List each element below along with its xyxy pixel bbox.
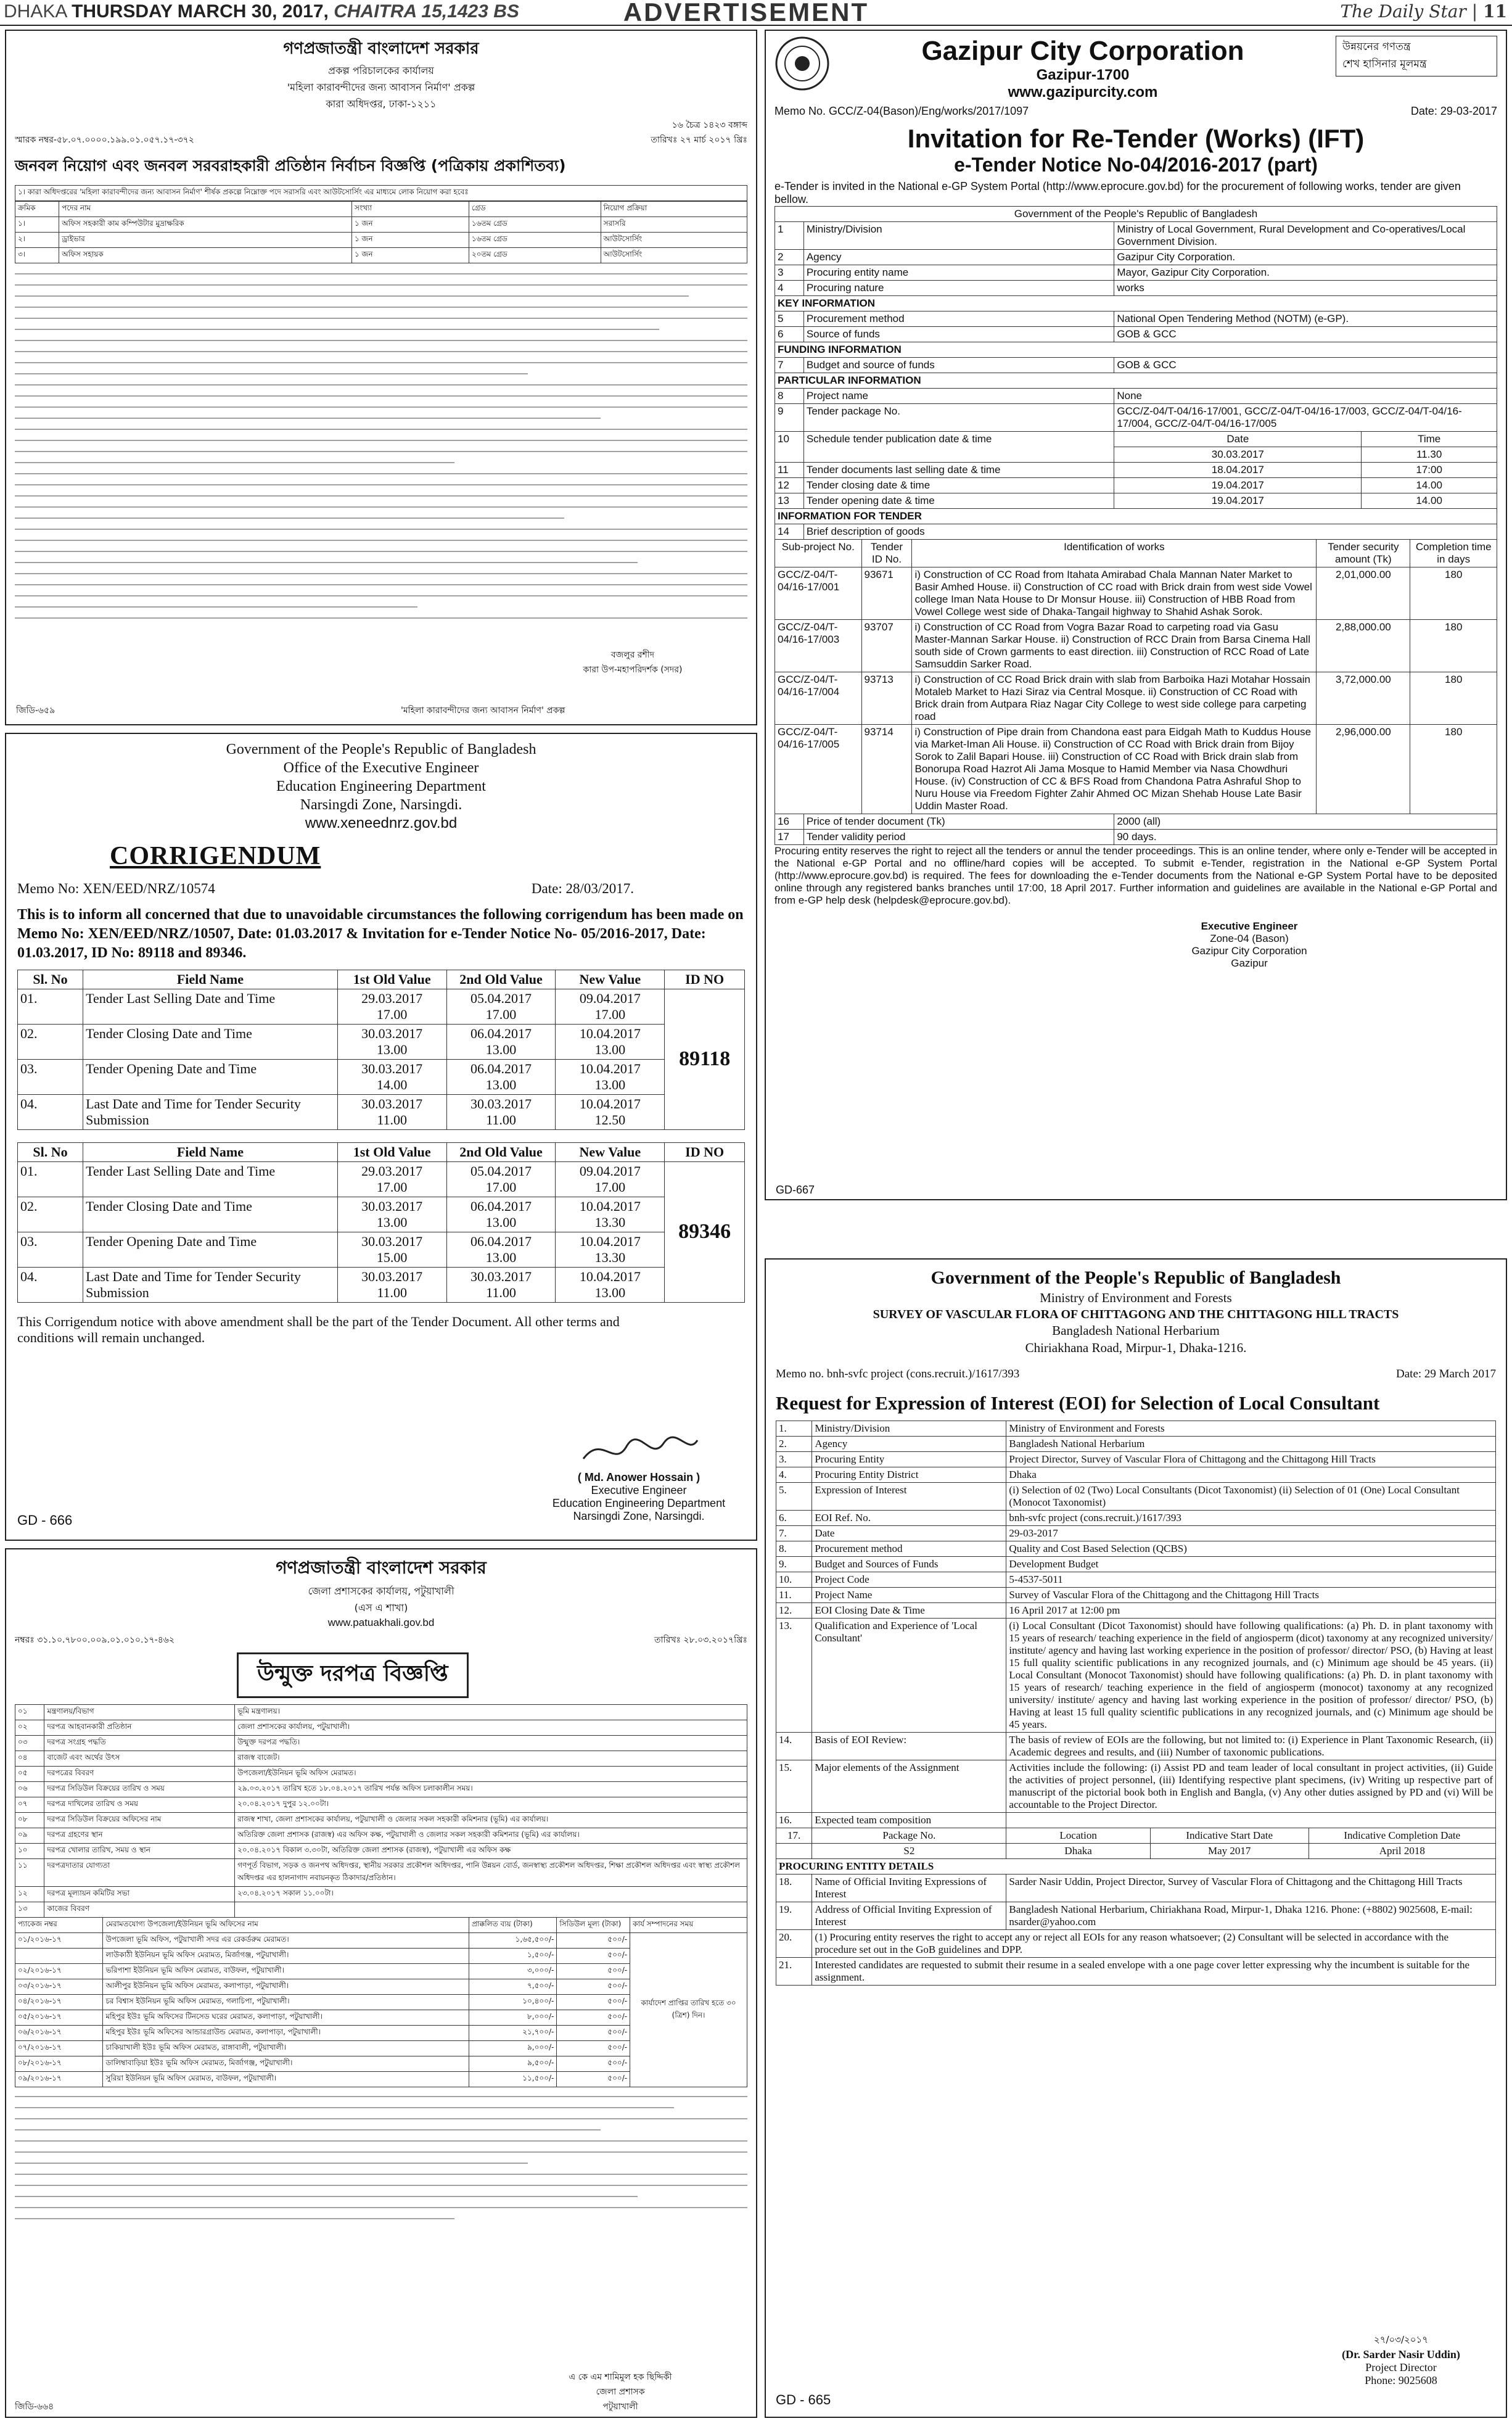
ad5-line4: Bangladesh National Herbarium — [1052, 1323, 1220, 1338]
ad4-footer: Procuring entity reserves the right to reject all the tenders or annul the tender proceedings. This is an online tender, where only e-Tender will be accepted in the National e-GP Portal and no offline/hard copies will be accepted. To submit e-Tender, registration in the National e-GP System Portal (http://www.eprocure.gov.bd) is required. The fees for downloading the e-Tender documents from the National e-GP System Portal have to be deposited online through any registered banks branches until 17:00, 18 April 2017. Further information and guidelines are available in the National e-GP Portal and from e-GP help desk (helpdesk@eprocure.gov.bd). — [774, 845, 1497, 906]
ad3-title: গণপ্রজাতন্ত্রী বাংলাদেশ সরকার — [276, 1557, 487, 1578]
ad2-table-89346: Sl. No Field Name 1st Old Value 2nd Old Value New Value ID NO 01. Tender Last Selling Date and Time 29.03.2017 17.00 05.04.2017 17.00 09.04.2017 17.00 89346 02. Tender Closing Date and Time 30.03.2017 13.00 06.04.2017 13.00 10.04.2017 13.30 03. Tender Opening Date and Time 30.03.2017 15.00 06.04.2017 13.00 10.04.2017 13.30 04. Last Date and Time for Tender Security Submission 30.03.2017 11.00 30.03.2017 11.00 10.04.2017 13.00 — [17, 1142, 745, 1303]
gazipur-seal-icon — [774, 36, 830, 91]
ad3-signature: এ কে এম শামিমুল হক ছিদ্দিকী জেলা প্রশাসক পটুয়াখালী — [569, 2372, 672, 2412]
ad4-org: Gazipur City Corporation — [921, 36, 1244, 66]
ad4-works-table: Sub-project No. Tender ID No. Identification of works Tender security amount (Tk) Completion time in days GCC/Z-04/T-04/16-17/001 93671 i) Construction of CC Road from Itahata Amirabad Chala Mannan Nater Market to Basir Amhed House. ii) Construction of CC road with Brick drain from west side Vowel college Iman Nata House to Dr Monsur House. iii) Construction of HBB Road from Vowel College west side of Dhaka-Tangail highway to Shahid Ashak Sorok. 2,01,000.00 180 GCC/Z-04/T-04/16-17/003 93707 i) Construction of CC Road from Vogra Bazar Road to carpeting road via Gasu Master-Mannan Sarkar House. ii) Construction of RCC Drain from Barsa Cinema Hall south side of Crown garments to east direction. iii) Construction of RCC Road of Late Samsuddin Sarker Road. 2,88,000.00 180 GCC/Z-04/T-04/16-17/004 93713 i) Construction of CC Road Brick drain with slab from Barboika Hazi Motahar Hossain Motaleb Market to Hazi Siraz via Central Mosque. ii) Construction of CC Road with Brick drain from Autpara Riaz Nagar City College to west side college para carpeting road 3,72,000.00 180 GCC/Z-04/T-04/16-17/005 93714 i) Construction of Pipe drain from Chandona east para Eidgah Math to Kuddus House via Market-Iman Ali House. ii) Construction of CC Road with Brick drain from Bijoy Sorok to Zalil Bapari House. iii) Construction of CC Road with Brick drain slab from Bonorupa Road Hazrot Ali Jama Mosque to Hamid Member via Nasa Chowdhuri House. (iv) Construction of CC & BFS Road from Chandona Patra Ashraful Shop to Nuru House via Freedom Fighter Zahir Ahmed OC Mizan Shehab House Late Basir Uddin Master Road. 2,96,000.00 180 — [774, 539, 1497, 814]
ad4-title: Invitation for Re-Tender (Works) (IFT) — [907, 124, 1365, 153]
signature-scribble-icon — [577, 1431, 701, 1468]
ad2-code: GD - 666 — [17, 1512, 73, 1528]
ad4-memo: Memo No. GCC/Z-04(Bason)/Eng/works/2017/1097 — [774, 105, 1029, 117]
ad2-line2: Office of the Executive Engineer — [283, 760, 479, 776]
ad2-body: This is to inform all concerned that due to unavoidable circumstances the following corrigendum has been made on Memo No: XEN/EED/NRZ/10507, Date: 01.03.2017 & Invitation for e-Tender Notice No- 05/2016-2017, Date: 01.03.2017, ID No: 89118 and 89346. — [17, 907, 744, 962]
header-paper: The Daily Star | 11 — [1340, 1, 1507, 22]
ad2-line4: Narsingdi Zone, Narsingdi. — [300, 797, 462, 813]
ad5-signature: ২৭/০৩/২০১৭ (Dr. Sarder Nasir Uddin) Project Director Phone: 9025608 — [1342, 2334, 1460, 2386]
ad4-info-table: Government of the People's Republic of Bangladesh 1 Ministry/Division Ministry of Local Government, Rural Development and Co-operatives/Local Government Division. 2 Agency Gazipur City Corporation. 3 Procuring entity name Mayor, Gazipur City Corporation. 4 Procuring nature works KEY INFORMATION 5 Procurement method National Open Tendering Method (NOTM) (e-GP). 6 Source of funds GOB & GCC FUNDING INFORMATION 7 Budget and source of funds GOB & GCC PARTICULAR INFORMATION 8 Project name None 9 Tender package No. GCC/Z-04/T-04/16-17/001, GCC/Z-04/T-04/16-17/003, GCC/Z-04/T-04/16-17/004, GCC/Z-04/T-04/16-17/005 10 Schedule tender publication date & time Date Time 30.03.2017 11.30 11 Tender documents last selling date & time 18.04.2017 17:00 12 Tender closing date & time 19.04.2017 14.00 13 Tender opening date & time 19.04.2017 14.00 INFORMATION FOR TENDER 14 Brief description of goods — [774, 206, 1497, 540]
header-dateline: DHAKA THURSDAY MARCH 30, 2017, CHAITRA 15,1423 BS — [4, 1, 519, 22]
ad3-sub2: (এস এ শাখা) — [354, 1602, 408, 1614]
ad2-id-89118: 89118 — [665, 989, 745, 1129]
ad1-sub3: কারা অধিদপ্তর, ঢাকা-১২১১ — [326, 98, 437, 110]
ad-eoi-consultant — [765, 1258, 1507, 2418]
ad3-info-table: ০১ মন্ত্রণালয়/বিভাগ ভূমি মন্ত্রণালয়। ০২ দরপত্র আহবানকারী প্রতিষ্ঠান জেলা প্রশাসকের কার্যালয়, পটুয়াখালী। ০৩ দরপত্র সংগ্রহ পদ্ধতি উন্মুক্ত দরপত্র পদ্ধতি। ০৪ বাজেট এবং অর্থের উৎস রাজস্ব বাজেট। ০৫ দরপত্রের বিবরণ উপজেলা/ইউনিয়ন ভূমি অফিস মেরামত। ০৬ দরপত্র সিডিউল বিক্রয়ের তারিখ ও সময় ২৯.০৩.২০১৭ তারিখ হতে ১৮.০৪.২০১৭ তারিখ পর্যন্ত অফিস চলাকালীন সময়। ০৭ দরপত্র দাখিলের তারিখ ও সময় ২০.০৪.২০১৭ দুপুর ১২.০০টা। ০৮ দরপত্র সিডিউল বিক্রয়ের অফিসের নাম রাজস্ব শাখা, জেলা প্রশাসকের কার্যালয়, পটুয়াখালী ও জেলার সকল সহকারী কমিশনার (ভূমি) এর কার্যালয়। ০৯ দরপত্র গ্রহণের স্থান অতিরিক্ত জেলা প্রশাসক (রাজস্ব) এর অফিস কক্ষ, পটুয়াখালী ও জেলার সকল সহকারী কমিশনার (ভূমি) এর কার্যালয়। ১০ দরপত্র খোলার তারিখ, সময় ও স্থান ২০.০৪.২০১৭ বিকাল ৩.৩০টা, অতিরিক্ত জেলা প্রশাসক (রাজস্ব), পটুয়াখালী এর অফিস কক্ষ ১১ দরপত্রদাতার যোগ্যতা গণপূর্ত বিভাগ, সড়ক ও জনপথ অধিদপ্তর, স্থানীয় সরকার প্রকৌশল অধিদপ্তর, পানি উন্নয়ন বোর্ড, জনস্বাস্থ্য প্রকৌশল অধিদপ্তর, শিক্ষা প্রকৌশল অধিদপ্তর এবং স্বাস্থ্য প্রকৌশল অধিদপ্তর এর হালনাগাদ নবায়নকৃত ঠিকাদার/প্রতিষ্ঠান। ১২ দরপত্র মূল্যায়ন কমিটির সভা ২৩.০৪.২০১৭ সকাল ১১.০০টা। ১৩ কাজের বিবরণ — [15, 1704, 747, 1918]
ad-patuakhali-tender — [5, 1548, 757, 2418]
ad2-footer: This Corrigendum notice with above amendment shall be the part of the Tender Document. All other terms and conditions will remain unchanged. — [17, 1313, 620, 1345]
ad2-line1: Government of the People's Republic of Bangladesh — [226, 741, 536, 757]
ad3-web: www.patuakhali.gov.bd — [327, 1617, 435, 1628]
ad3-code: জিডি-৬৬৪ — [15, 2402, 54, 2412]
ad1-date2: তারিখঃ ২৭ মার্চ ২০১৭ খ্রিঃ — [651, 135, 747, 145]
ad1-memo: স্মারক নম্বর-৫৮.০৭.০০০০.১৯৯.০১.০৫৭.১৭-৩৭২ — [15, 135, 194, 145]
ad4-intro: e-Tender is invited in the National e-GP System Portal (http://www.eprocure.gov.bd) for the procurement of following works, tender are given bellow. — [774, 180, 1461, 205]
ad4-web: www.gazipurcity.com — [1008, 84, 1158, 101]
ad5-date: Date: 29 March 2017 — [1396, 1367, 1496, 1380]
ad2-table-89118: Sl. No Field Name 1st Old Value 2nd Old Value New Value ID NO 01. Tender Last Selling Date and Time 29.03.2017 17.00 05.04.2017 17.00 09.04.2017 17.00 89118 02. Tender Closing Date and Time 30.03.2017 13.00 06.04.2017 13.00 10.04.2017 13.00 03. Tender Opening Date and Time 30.03.2017 14.00 06.04.2017 13.00 10.04.2017 13.00 04. Last Date and Time for Tender Security Submission 30.03.2017 11.00 30.03.2017 11.00 10.04.2017 12.50 — [17, 970, 745, 1130]
ad-corrigendum — [5, 733, 757, 1541]
ad1-signature: বজলুর রশীদ কারা উপ-মহাপরিদর্শক (সদর) — [583, 650, 683, 675]
ad4-extra-table: 16 Price of tender document (Tk) 2000 (all) 17 Tender validity period 90 days. — [774, 814, 1497, 845]
ad1-project-director: 'মহিলা কারাবন্দীদের জন্য আবাসন নির্মাণ' প্রকল্প — [401, 706, 565, 716]
ad2-date: Date: 28/03/2017. — [531, 881, 634, 896]
ad1-intro: ১। কারা অধিদপ্তরের 'মহিলা কারাবন্দীদের জন্য আবাসন নির্মাণ' শীর্ষক প্রকল্পে নিম্নোক্ত পদে সরাসরি এবং আউটসোর্সিং এর মাধ্যমে লোক নিয়োগ করা হবেঃ — [15, 185, 747, 201]
ad3-sub1: জেলা প্রশাসকের কার্যালয়, পটুয়াখালী — [308, 1585, 454, 1597]
ad3-works-table: প্যাকেজ নম্বর মেরামতযোগ্য উপজেলা/ইউনিয়ন ভূমি অফিসের নাম প্রাক্কলিত ব্যয় (টাকা) সিডিউল মূল্য (টাকা) কার্য সম্পাদনের সময় ০১/২০১৬-১৭ উপজেলা ভূমি অফিস, পটুয়াখালী সদর এর রেকর্ডরুম মেরামত। ১,৬৫,৫০০/- ৫০০/- কার্যাদেশ প্রাপ্তির তারিখ হতে ৩০ (ত্রিশ) দিন। লাউকাঠী ইউনিয়ন ভূমি অফিস মেরামত, মির্জাগঞ্জ, পটুয়াখালী। ১,৫০০/- ৫০০/- ০২/২০১৬-১৭ ভরিপাশা ইউনিয়ন ভূমি অফিস মেরামত, বাউফল, পটুয়াখালী। ৩,০০০/- ৫০০/- ০৩/২০১৬-১৭ আলীপুর ইউনিয়ন ভূমি অফিস মেরামত, কলাপাড়া, পটুয়াখালী। ৭,৫০০/- ৫০০/- ০৪/২০১৬-১৭ চর বিশ্বাস ইউনিয়ন ভূমি অফিস মেরামত, গলাচিপা, পটুয়াখালী। ১০,৪০০/- ৫০০/- ০৫/২০১৬-১৭ মহিপুর ইউঃ ভূমি অফিসের টিনসেড ঘরের মেরামত, কলাপাড়া, পটুয়াখালী। ৮,০০০/- ৫০০/- ০৬/২০১৬-১৭ মহিপুর ইউঃ ভূমি অফিসের আন্ডারগ্রাউন্ড মেরামত, কলাপাড়া, পটুয়াখালী। ২১,৭০০/- ৫০০/- ০৭/২০১৬-১৭ চাকিয়াখালী ইউঃ ভূমি অফিস মেরামত, রাঙ্গাবালী, পটুয়াখালী। ৯,০০০/- ৫০০/- ০৮/২০১৬-১৭ ডালিম্বাবাড়িয়া ইউঃ ভূমি অফিস মেরামত, মির্জাগঞ্জ, পটুয়াখালী। ৯,৫০০/- ৫০০/- ০৯/২০১৬-১৭ সুরিয়া ইউনিয়ন ভূমি অফিস মেরামত, বাউফল, পটুয়াখালী। ১১,৫০০/- ৫০০/- — [15, 1917, 747, 2087]
ad2-title: CORRIGENDUM — [110, 842, 321, 870]
ad1-post-table: ক্রমিক পদের নাম সংখ্যা গ্রেড নিয়োগ প্রক্রিয়া ১। অফিস সহকারী কাম কম্পিউটার মুদ্রাক্ষরিক ১ জন ১৬তম গ্রেড সরাসরি ২। ড্রাইভার ১ জন ১৬তম গ্রেড আউটসোর্সিং ৩। অফিস সহায়ক ১ জন ২০তম গ্রেড আউটসোর্সিং — [15, 201, 747, 263]
ad1-title: গণপ্রজাতন্ত্রী বাংলাদেশ সরকার — [283, 39, 479, 58]
ad5-info-table: 1. Ministry/Division Ministry of Environment and Forests 2. Agency Bangladesh National Herbarium 3. Procuring Entity Project Director, Survey of Vascular Flora of Chittagong and the Chittagong Hill Tracts 4. Procuring Entity District Dhaka 5. Expression of Interest (i) Selection of 02 (Two) Local Consultants (Dicot Taxonomist) (ii) Selection of 01 (One) Local Consultant (Monocot Taxonomist) 6. EOI Ref. No. bnh-svfc project (cons.recruit.)/1617/393 7. Date 29-03-2017 8. Procurement method Quality and Cost Based Selection (QCBS) 9. Budget and Sources of Funds Development Budget 10. Project Code 5-4537-5011 11. Project Name Survey of Vascular Flora of the Chittagong and the Chittagong Hill Tracts 12. EOI Closing Date & Time 16 April 2017 at 12:00 pm 13. Qualification and Experience of 'Local Consultant' (i) Local Consultant (Dicot Taxonomist) should have following qualifications: (a) Ph. D. in plant taxonomy with 15 years of research/ teaching experience in the field of angiosperm (dicot) taxonomy at any recognized university/ institute/ agency and having last working experience in the position of professor/ director/ PSO, (b) Having at least 15 full quality scientific publications in any recognized journals, and (c) Minimum age should be 45 years. (ii) Local Consultant (Monocot Taxonomist) should have following qualifications: (a) Ph. D. in plant taxonomy with 15 years of research/ teaching experience in the field of angiosperm (monocot) taxonomy at any recognized university/ institute/ agency and having last working experience in the position of professor/ director/ PSO, (b) Having at least 15 full quality scientific publications in any recognized journals, and (c) Minimum age should be 45 years. 14. Basis of EOI Review: The basis of review of EOIs are the following, but not limited to: (i) Experience in Plant Taxonomic Research, (ii) Academic degrees and results, and (iii) Number of taxonomic publications. 15. Major elements of the Assignment Activities include the following: (i) Assist PD and team leader of local consultant in project activities, (ii) Guide the activities of project personnel, (iii) Identifying respective plant specimens, (iv) Writing up respective part of manuscript of the pictorial book both in English and Bangla, (v) Any other duties assigned by PD and (vi) Will be accountable to the Project Director. 16. Expected team composition 17. Package No. Location Indicative Start Date Indicative Completion Date S2 Dhaka May 2017 April 2018 PROCURING ENTITY DETAILS 18. Name of Official Inviting Expressions of Interest Sarder Nasir Uddin, Project Director, Survey of Vascular Flora of Chittagong and the Chittagong Hill Tracts 19. Address of Official Inviting Expression of Interest Bangladesh National Herbarium, Chiriakhana Road, Mirpur-1, Dhaka 1216. Phone: (+8802) 9025608, E-mail: nsarder@yahoo.com 20. (1) Procuring entity reserves the right to accept any or reject all EOIs for any reason whatsoever; (2) Consultant will be selected in accordance with the procedure set out in the GoB guidelines and DPP. 21. Interested candidates are requested to submit their resume in a sealed envelope with a one page cover letter expressing why the incumbent is suitable for the assignment. — [776, 1421, 1496, 1986]
ad4-code: GD-667 — [776, 1184, 815, 1196]
ad2-memo: Memo No: XEN/EED/NRZ/10574 — [17, 881, 215, 896]
ad3-heading: উন্মুক্ত দরপত্র বিজ্ঞপ্তি — [237, 1652, 469, 1698]
ad3-date: তারিখঃ ২৮.০৩.২০১৭খ্রিঃ — [654, 1635, 747, 1645]
ad3-memo: নম্বরঃ ৩১.১০.৭৮০০.০০৯.০১.০১০.১৭-৪৬২ — [15, 1635, 175, 1645]
ad5-title: Request for Expression of Interest (EOI) for Selection of Local Consultant — [776, 1392, 1380, 1414]
ad1-date1: ১৬ চৈত্র ১৪২৩ বঙ্গাব্দ — [672, 120, 747, 130]
ad5-line2: Ministry of Environment and Forests — [1040, 1290, 1232, 1305]
ad5-code: GD - 665 — [776, 2392, 831, 2407]
ad2-id-89346: 89346 — [665, 1161, 745, 1302]
ad3-duration: কার্যাদেশ প্রাপ্তির তারিখ হতে ৩০ (ত্রিশ) দিন। — [630, 1933, 747, 2087]
ad4-addr: Gazipur-1700 — [1036, 67, 1130, 83]
ad1-sub1: প্রকল্প পরিচালকের কার্যালয় — [328, 65, 434, 76]
ad4-signature: Executive Engineer Zone-04 (Bason) Gazipur City Corporation Gazipur — [1191, 920, 1307, 969]
ad3-conditions-text — [15, 2092, 747, 2223]
header-section-title: ADVERTISEMENT — [604, 0, 888, 25]
ad2-line3: Education Engineering Department — [276, 778, 486, 794]
ad1-heading: জনবল নিয়োগ এবং জনবল সরবরাহকারী প্রতিষ্ঠান নির্বাচন বিজ্ঞপ্তি (পত্রিকায় প্রকাশিতব্য) — [15, 157, 566, 175]
ad2-signature: ( Md. Anower Hossain ) Executive Engineer Education Engineering Department Narsingdi Zone, Narsingdi. — [546, 1431, 731, 1523]
ad5-line5: Chiriakhana Road, Mirpur-1, Dhaka-1216. — [1025, 1340, 1247, 1355]
ad1-body-text — [15, 270, 747, 622]
ad-prison-recruitment — [5, 30, 757, 725]
ad1-code: জিডি-৬৫৯ — [16, 706, 55, 716]
ad5-line3: SURVEY OF VASCULAR FLORA OF CHITTAGONG AND THE CHITTAGONG HILL TRACTS — [873, 1308, 1399, 1322]
ad5-line1: Government of the People's Republic of Bangladesh — [931, 1268, 1341, 1288]
ad4-subtitle: e-Tender Notice No-04/2016-2017 (part) — [954, 154, 1318, 176]
ad1-sub2: 'মহিলা কারাবন্দীদের জন্য আবাসন নির্মাণ' প্রকল্প — [287, 81, 475, 93]
ad5-memo: Memo no. bnh-svfc project (cons.recruit.)/1617/393 — [776, 1367, 1020, 1380]
ad2-web: www.xeneednrz.gov.bd — [305, 815, 458, 831]
ad4-slogan: উন্নয়নের গণতন্ত্র শেখ হাসিনার মূলমন্ত্র — [1336, 36, 1497, 76]
ad4-date: Date: 29-03-2017 — [1410, 105, 1497, 117]
ad-gazipur-tender — [765, 30, 1507, 1200]
